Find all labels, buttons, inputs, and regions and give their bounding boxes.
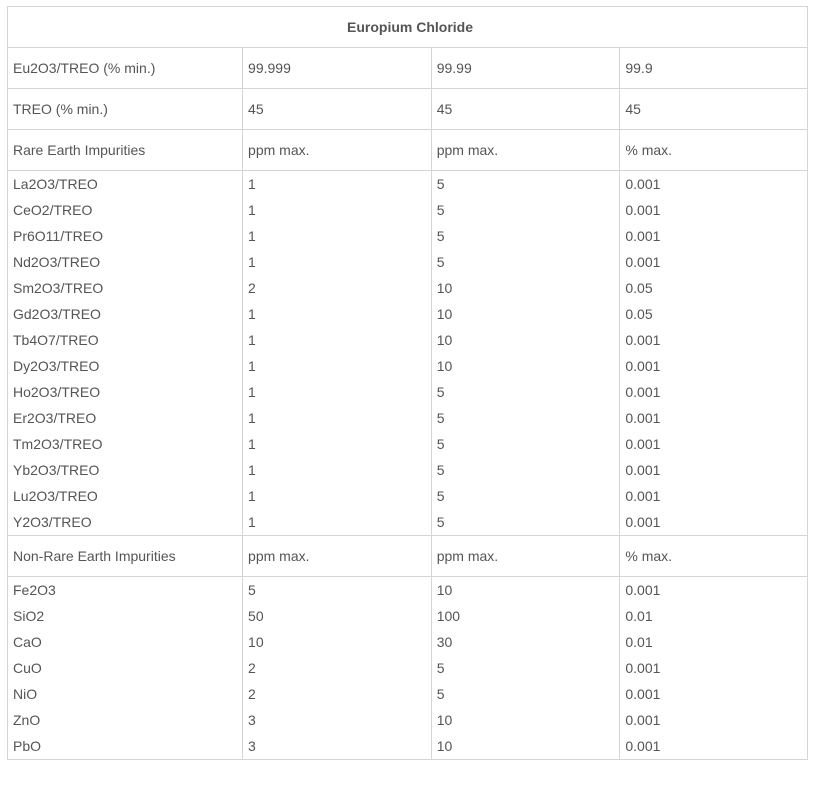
impurity-value: 5 — [436, 436, 445, 452]
impurity-value: 0.001 — [625, 332, 661, 348]
impurity-value: 0.05 — [625, 306, 653, 322]
impurity-name: ZnO — [13, 712, 41, 728]
impurity-value: 5 — [436, 488, 445, 504]
impurity-value: 1 — [248, 306, 256, 322]
impurity-value: 1 — [248, 384, 256, 400]
impurity-value: 0.001 — [625, 488, 661, 504]
impurity-value: 10 — [436, 332, 453, 348]
impurity-value: 5 — [436, 686, 445, 702]
impurity-name: La2O3/TREO — [13, 176, 98, 192]
impurity-value: 30 — [436, 634, 453, 650]
rare-earth-col3-cell — [620, 171, 808, 536]
impurity-value: 5 — [436, 410, 445, 426]
impurity-name: CuO — [13, 660, 42, 676]
rare-earth-col1-cell — [243, 171, 432, 536]
purity-value-2: 99.99 — [431, 48, 620, 89]
impurity-value: 10 — [436, 358, 453, 374]
rare-earth-unit-1: ppm max. — [243, 130, 432, 171]
impurity-value: 10 — [436, 306, 453, 322]
impurity-value: 0.01 — [625, 608, 653, 624]
non-rare-earth-unit-1: ppm max. — [243, 536, 432, 577]
impurity-value: 0.05 — [625, 280, 653, 296]
impurity-value: 0.001 — [625, 228, 661, 244]
impurity-value: 1 — [248, 254, 256, 270]
impurity-name: Dy2O3/TREO — [13, 358, 100, 374]
impurity-value: 10 — [436, 582, 453, 598]
impurity-name: NiO — [13, 686, 38, 702]
europium-chloride-spec-table — [7, 6, 808, 760]
impurity-value: 0.001 — [625, 176, 661, 192]
impurity-value: 5 — [436, 384, 445, 400]
treo-label: TREO (% min.) — [8, 89, 243, 130]
impurity-value: 5 — [436, 462, 445, 478]
impurity-value: 100 — [436, 608, 461, 624]
impurity-value: 50 — [248, 608, 264, 624]
impurity-value: 1 — [248, 228, 256, 244]
impurity-name: Tm2O3/TREO — [13, 436, 103, 452]
rare-earth-col2-cell — [431, 171, 620, 536]
impurity-name: Pr6O11/TREO — [13, 228, 103, 244]
impurity-value: 2 — [248, 660, 256, 676]
rare-earth-unit-3: % max. — [620, 130, 808, 171]
impurity-name: SiO2 — [13, 608, 45, 624]
rare-earth-impurities-group — [8, 171, 808, 536]
impurity-value: 2 — [248, 280, 256, 296]
impurity-value: 1 — [248, 332, 256, 348]
impurity-value: 5 — [436, 202, 445, 218]
impurity-value: 3 — [248, 712, 256, 728]
impurity-name: Er2O3/TREO — [13, 410, 97, 426]
non-rare-earth-names-cell — [8, 577, 243, 760]
impurity-value: 1 — [248, 202, 256, 218]
impurity-value: 0.001 — [625, 358, 661, 374]
non-rare-earth-unit-3: % max. — [620, 536, 808, 577]
impurity-name: CaO — [13, 634, 42, 650]
impurity-value: 0.001 — [625, 462, 661, 478]
impurity-value: 5 — [436, 254, 445, 270]
impurity-value: 0.001 — [625, 384, 661, 400]
purity-label: Eu2O3/TREO (% min.) — [8, 48, 243, 89]
impurity-value: 0.001 — [625, 712, 661, 728]
title-row — [8, 7, 808, 48]
rare-earth-unit-2: ppm max. — [431, 130, 620, 171]
non-rare-earth-impurities-group — [8, 577, 808, 760]
impurity-name: Lu2O3/TREO — [13, 488, 98, 504]
impurity-value: 1 — [248, 462, 256, 478]
impurity-name: PbO — [13, 738, 42, 754]
impurity-value: 1 — [248, 488, 256, 504]
impurity-value: 1 — [248, 176, 256, 192]
purity-value-3: 99.9 — [620, 48, 808, 89]
impurity-value: 10 — [436, 280, 453, 296]
purity-value-1: 99.999 — [243, 48, 432, 89]
treo-row — [8, 89, 808, 130]
impurity-value: 10 — [436, 738, 453, 754]
rare-earth-header-row — [8, 130, 808, 171]
impurity-name: Tb4O7/TREO — [13, 332, 99, 348]
impurity-name: Yb2O3/TREO — [13, 462, 100, 478]
non-rare-earth-header-label: Non-Rare Earth Impurities — [8, 536, 243, 577]
impurity-value: 0.001 — [625, 738, 661, 754]
treo-value-3: 45 — [620, 89, 808, 130]
impurity-name: Nd2O3/TREO — [13, 254, 101, 270]
impurity-value: 1 — [248, 410, 256, 426]
treo-value-2: 45 — [431, 89, 620, 130]
impurity-value: 0.001 — [625, 582, 661, 598]
non-rare-earth-unit-2: ppm max. — [431, 536, 620, 577]
purity-row — [8, 48, 808, 89]
rare-earth-header-label: Rare Earth Impurities — [8, 130, 243, 171]
non-rare-earth-col1-cell — [243, 577, 432, 760]
impurity-value: 0.001 — [625, 514, 661, 530]
impurity-value: 5 — [248, 582, 256, 598]
impurity-value: 1 — [248, 514, 256, 530]
impurity-value: 3 — [248, 738, 256, 754]
non-rare-earth-header-row — [8, 536, 808, 577]
impurity-value: 0.01 — [625, 634, 653, 650]
impurity-value: 0.001 — [625, 436, 661, 452]
impurity-name: Sm2O3/TREO — [13, 280, 104, 296]
impurity-value: 5 — [436, 228, 445, 244]
impurity-value: 0.001 — [625, 686, 661, 702]
impurity-name: CeO2/TREO — [13, 202, 93, 218]
impurity-name: Gd2O3/TREO — [13, 306, 101, 322]
impurity-value: 0.001 — [625, 660, 661, 676]
impurity-value: 1 — [248, 358, 256, 374]
non-rare-earth-col3-cell — [620, 577, 808, 760]
impurity-value: 1 — [248, 436, 256, 452]
impurity-value: 5 — [436, 514, 445, 530]
impurity-value: 5 — [436, 176, 445, 192]
table-title: Europium Chloride — [8, 7, 808, 48]
impurity-value: 0.001 — [625, 202, 661, 218]
non-rare-earth-col2-cell — [431, 577, 620, 760]
impurity-value: 2 — [248, 686, 256, 702]
impurity-value: 10 — [248, 634, 264, 650]
impurity-name: Fe2O3 — [13, 582, 56, 598]
rare-earth-names-cell — [8, 171, 243, 536]
impurity-name: Ho2O3/TREO — [13, 384, 101, 400]
impurity-name: Y2O3/TREO — [13, 514, 92, 530]
impurity-value: 10 — [436, 712, 453, 728]
impurity-value: 0.001 — [625, 410, 661, 426]
impurity-value: 5 — [436, 660, 445, 676]
treo-value-1: 45 — [243, 89, 432, 130]
impurity-value: 0.001 — [625, 254, 661, 270]
